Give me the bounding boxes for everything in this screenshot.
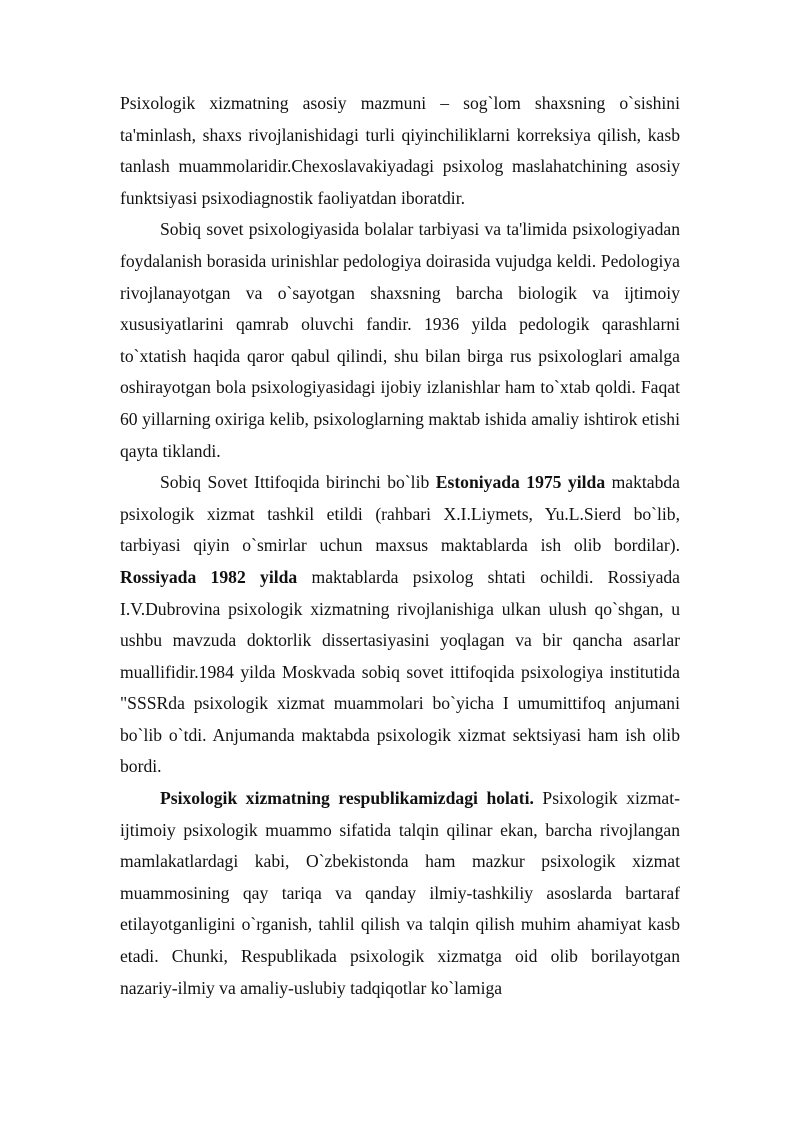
paragraph-3 — [120, 467, 680, 783]
paragraph-3-bold-russia: Rossiyada 1982 yilda — [120, 566, 298, 587]
document-page — [120, 88, 680, 1004]
paragraph-3-text-b: maktabda psixologik xizmat tashkil etildi (rahbari X.I.Liymets, Yu.L.Sierd bo`lib, tarbiyasi qiyin o`smirlar uchun maxsus maktablarda ish olib bordilar). — [120, 472, 680, 556]
paragraph-2-text: Sobiq sovet psixologiyasida bolalar tarbiyasi va ta'limida psixologiyadan foydalanish borasida urinishlar pedologiya doirasida vujudga keldi. Pedologiya rivojlanayotgan va o`sayotgan shaxsning barcha biologik va ijtimoiy xususiyatlarini qamrab oluvchi fandir. 1936 yilda pedologik qarashlarni to`xtatish haqida qaror qabul qilindi, shu bilan birga rus psixologlari amalga oshirayotgan bola psixologiyasidagi ijobiy izlanishlar ham to`xtab qoldi. Faqat 60 yillarning oxiriga kelib, psixologlarning maktab ishida amaliy ishtirok etishi qayta tiklandi. — [120, 219, 680, 461]
paragraph-4-text: Psixologik xizmat-ijtimoiy psixologik muammo sifatida talqin qilinar ekan, barcha rivojlangan mamlakatlardagi kabi, O`zbekistonda ham mazkur psixologik xizmat muammosining qay tariqa va qanday ilmiy-tashkiliy asoslarda bartaraf etilayotganligini o`rganish, tahlil qilish va talqin qilish muhim ahamiyat kasb etadi. Chunki, Respublikada psixologik xizmatga oid olib borilayotgan nazariy-ilmiy va amaliy-uslubiy tadqiqotlar ko`lamiga — [120, 788, 680, 998]
paragraph-3-text-a: Sobiq Sovet Ittifoqida birinchi bo`lib — [160, 472, 436, 493]
paragraph-3-text-c: maktablarda psixolog shtati ochildi. Rossiyada I.V.Dubrovina psixologik xizmatning rivojlanishiga ulkan ulush qo`shgan, u ushbu mavzuda doktorlik dissertasiyasini yoqlagan va bir qancha asarlar muallifidir.1984 yilda Moskvada sobiq sovet ittifoqida psixologiya institutida "SSSRda psixologik xizmat muammolari bo`yicha I umumittifoq anjumani bo`lib o`tdi. Anjumanda maktabda psixologik xizmat sektsiyasi ham ish olib bordi. — [120, 566, 680, 777]
paragraph-3-bold-estonia: Estoniyada 1975 yilda — [435, 472, 606, 493]
paragraph-1 — [120, 88, 680, 214]
paragraph-1-text: Psixologik xizmatning asosiy mazmuni – sog`lom shaxsning o`sishini ta'minlash, shaxs rivojlanishidagi turli qiyinchiliklarni korreksiya qilish, kasb tanlash muammolaridir.Chexoslavakiyadagi psixolog maslahatchining asosiy funktsiyasi psixodiagnostik faoliyatdan iboratdir. — [120, 93, 680, 208]
paragraph-4 — [120, 783, 680, 1004]
section-heading-republic: Psixologik xizmatning respublikamizdagi holati. — [160, 788, 534, 809]
paragraph-2 — [120, 214, 680, 467]
